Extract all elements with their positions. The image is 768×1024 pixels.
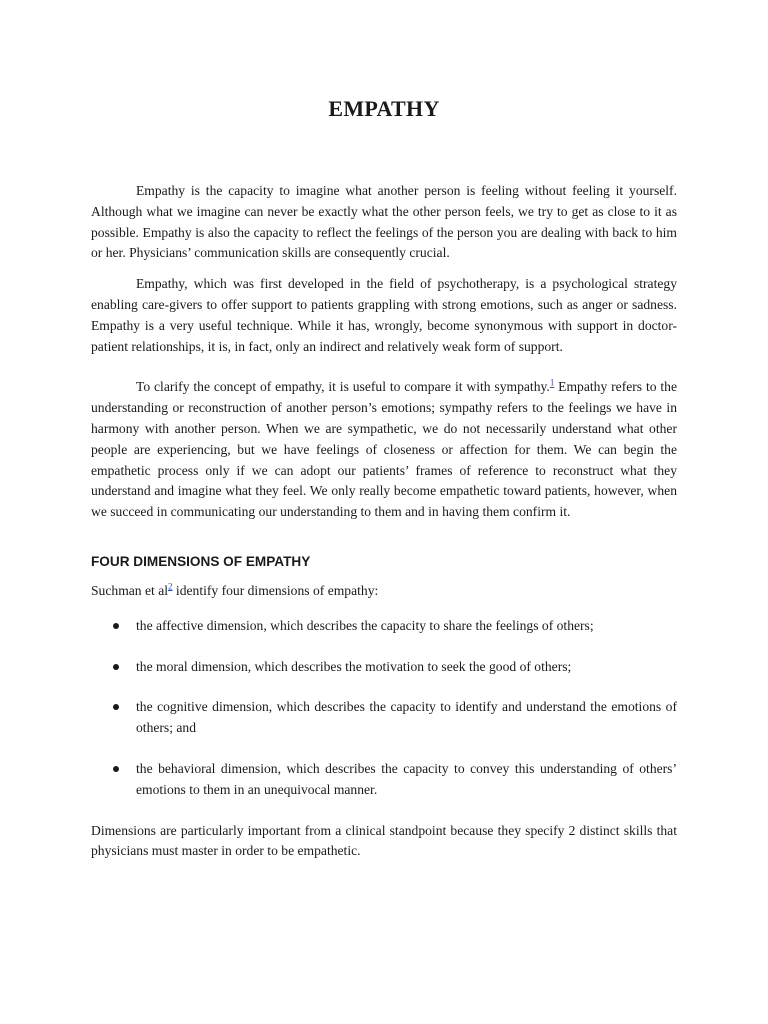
footnote-link-1[interactable]: 1 [549, 377, 555, 388]
paragraph-3 [91, 377, 677, 523]
document-body [91, 181, 677, 862]
section-heading: FOUR DIMENSIONS OF EMPATHY [91, 553, 311, 569]
paragraph-2: Empathy, which was first developed in the field of psychotherapy, is a psychological strategy enabling care-givers to offer support to patients grappling with strong emotions, such as anger or sadness. Empathy is a very useful technique. While it has, wrongly, become synonymous with support in doctor-patient relationships, it is, in fact, only an indirect and relatively weak form of support. [91, 276, 677, 354]
list-item-text: the cognitive dimension, which describes the capacity to identify and understand the emotions of others; and [136, 699, 677, 736]
dimensions-list [91, 616, 677, 801]
bullet-icon [113, 664, 119, 670]
list-item [91, 697, 677, 739]
list-item-text: the moral dimension, which describes the motivation to seek the good of others; [136, 658, 572, 674]
list-item [91, 616, 677, 637]
list-item-text: the behavioral dimension, which describes the capacity to convey this understanding of others’ emotions to them in an unequivocal manner. [136, 760, 677, 797]
closing-paragraph: Dimensions are particularly important from a clinical standpoint because they specify 2 distinct skills that physicians must master in order to be empathetic. [91, 822, 677, 859]
list-item [91, 759, 677, 801]
list-item [91, 657, 677, 678]
intro-text-start: Suchman et al [91, 582, 169, 598]
bullet-icon [113, 766, 119, 772]
bullet-icon [113, 623, 119, 629]
bullet-icon [113, 704, 119, 710]
intro-text-end: identify four dimensions of empathy: [172, 582, 379, 598]
dimensions-intro [91, 581, 677, 602]
paragraph-1: Empathy is the capacity to imagine what another person is feeling without feeling it yourself. Although what we imagine can never be exactly what the other person feels, we try to get as close to it as possible. Empathy is also the capacity to reflect the feelings of the person you are dealing with back to him or her. Physicians’ communication skills are consequently crucial. [91, 183, 677, 261]
footnote-link-2[interactable]: 2 [168, 581, 173, 592]
paragraph-3-text-end: Empathy refers to the understanding or reconstruction of another person’s emotions; sympathy refers to the feelings we have in harmony with another person. When we are sympathetic, we do not necessarily understand what other people are experiencing, but we have feelings of closeness or affection for them. We can begin the empathetic process only if we can adopt our patients’ frames of reference to reconstruct what they understand and imagine what they feel. We only really become empathetic toward patients, however, when we succeed in communicating our understanding to them and in having them confirm it. [91, 379, 678, 520]
paragraph-3-text-start: To clarify the concept of empathy, it is useful to compare it with sympathy. [136, 379, 550, 395]
list-item-text: the affective dimension, which describes the capacity to share the feelings of others; [136, 617, 594, 633]
document-title: EMPATHY [328, 96, 440, 121]
